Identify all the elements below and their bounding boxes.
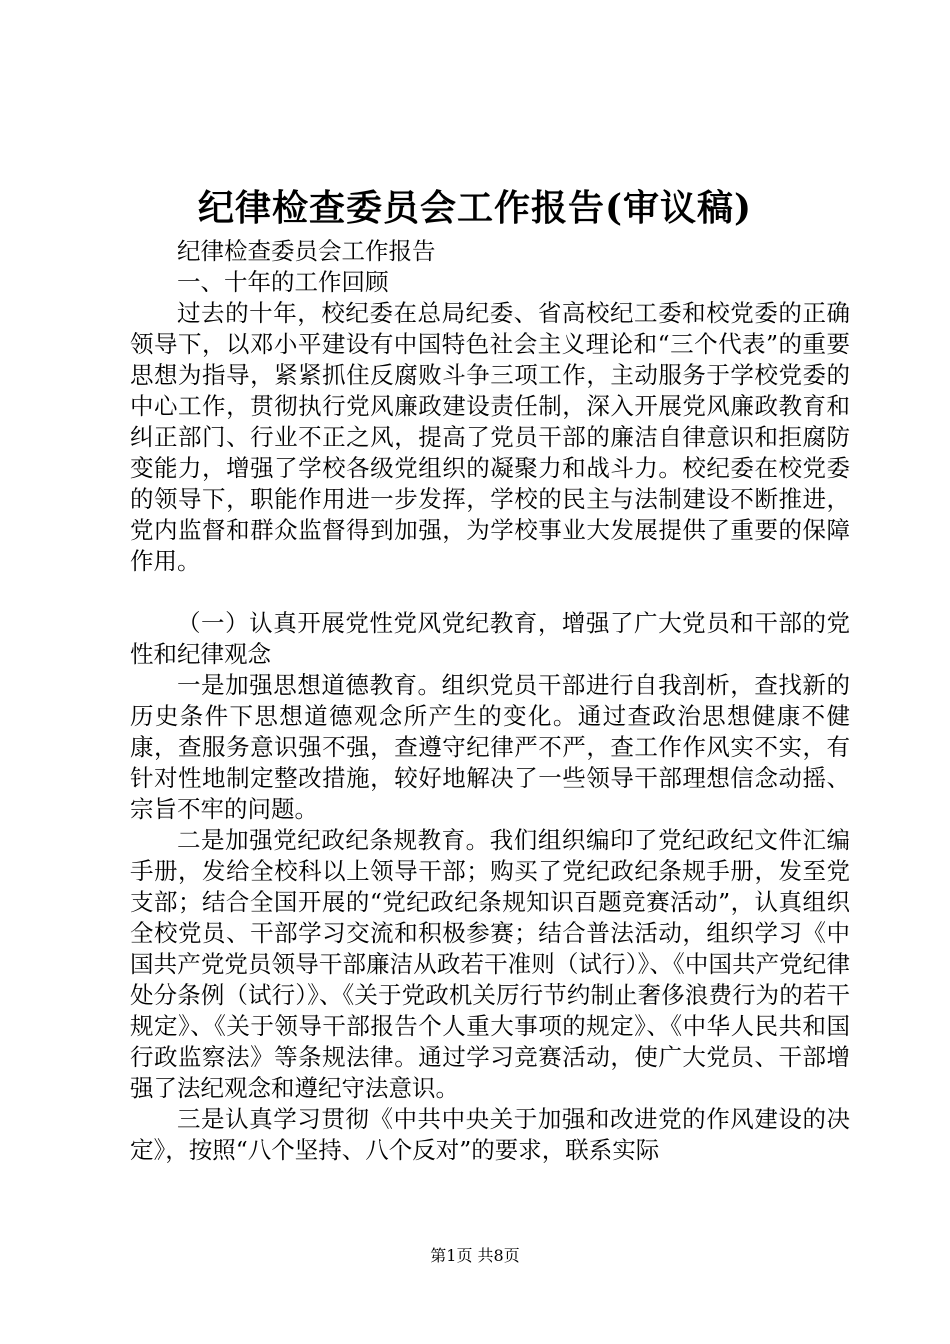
subsection-heading: （一）认真开展党性党风党纪教育，增强了广大党员和干部的党性和纪律观念 — [130, 609, 850, 668]
document-body — [130, 236, 850, 1166]
document-title: 纪律检查委员会工作报告(审议稿) — [197, 187, 753, 229]
page-number: 第1页 共8页 — [430, 1246, 520, 1265]
paragraph-moral-education: 一是加强思想道德教育。组织党员干部进行自我剖析，查找新的历史条件下思想道德观念所产生的变化。通过查政治思想健康不健康，查服务意识强不强，查遵守纪律严不严，查工作作风实不实，有针对性地制定整改措施，较好地解决了一些领导干部理想信念动摇、宗旨不牢的问题。 — [130, 671, 850, 823]
report-heading: 纪律检查委员会工作报告 — [177, 237, 436, 265]
paragraph-discipline-education: 二是加强党纪政纪条规教育。我们组织编印了党纪政纪文件汇编手册，发给全校科以上领导干部；购买了党纪政纪条规手册，发至党支部；结合全国开展的“党纪政纪条规知识百题竞赛活动”，认真组织全校党员、干部学习交流和积极参赛；结合普法活动，组织学习《中国共产党党员领导干部廉洁从政若干准则（试行）》、《中国共产党纪律处分条例（试行）》、《关于党政机关厉行节约制止奢侈浪费行为的若干规定》、《关于领导干部报告个人重大事项的规定》、《中华人民共和国行政监察法》等条规法律。通过学习竞赛活动，使广大党员、干部增强了法纪观念和遵纪守法意识。 — [130, 826, 850, 1102]
section-heading: 一、十年的工作回顾 — [177, 268, 389, 296]
paragraph-style-building: 三是认真学习贯彻《中共中央关于加强和改进党的作风建设的决定》，按照“八个坚持、八个反对”的要求，联系实际 — [130, 1105, 850, 1164]
review-paragraph: 过去的十年，校纪委在总局纪委、省高校纪工委和校党委的正确领导下，以邓小平建设有中国特色社会主义理论和“三个代表”的重要思想为指导，紧紧抓住反腐败斗争三项工作，主动服务于学校党委的中心工作，贯彻执行党风廉政建设责任制，深入开展党风廉政教育和纠正部门、行业不正之风，提高了党员干部的廉洁自律意识和拒腐防变能力，增强了学校各级党组织的凝聚力和战斗力。校纪委在校党委的领导下，职能作用进一步发挥，学校的民主与法制建设不断推进，党内监督和群众监督得到加强，为学校事业大发展提供了重要的保障作用。 — [130, 299, 850, 575]
